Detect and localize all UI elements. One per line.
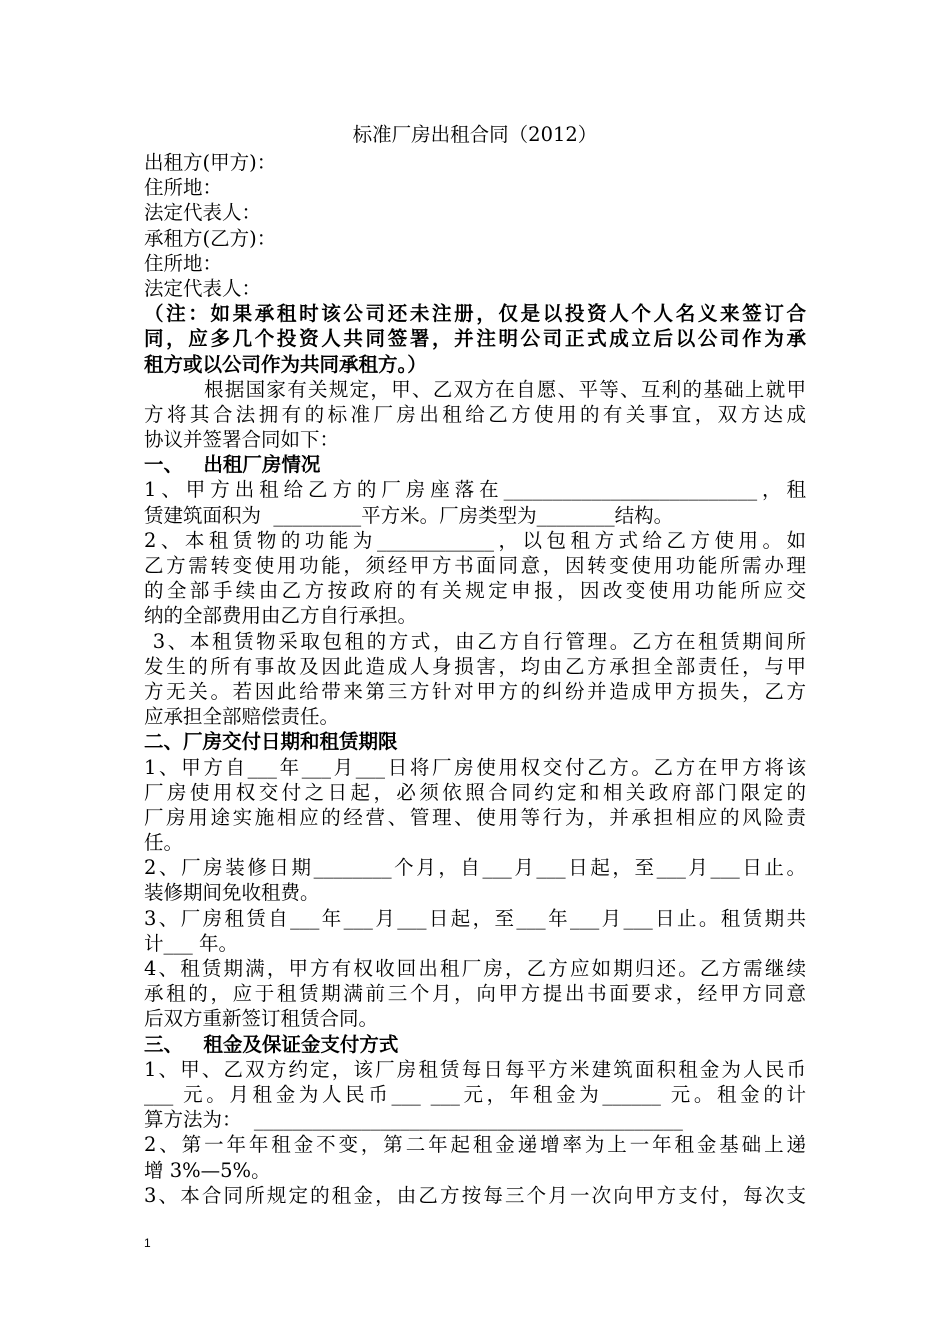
body-text-line: 增 3%—5%。 [144, 1158, 271, 1182]
body-text-line: 出租方(甲方)： [144, 151, 277, 174]
section-heading-line: 二、厂房交付日期和租赁期限 [144, 730, 398, 754]
body-text-line: 1、甲方出租给乙方的厂房座落在__________________________，租 [144, 478, 806, 502]
body-text-line: 住所地： [144, 176, 223, 200]
section-heading-line: （注：如果承租时该公司还未注册，仅是以投资人个人名义来签订合 [144, 302, 806, 326]
body-text-line: 1、甲、乙双方约定，该厂房租赁每日每平方米建筑面积租金为人民币 [144, 1057, 806, 1081]
body-text-line: 2、第一年年租金不变，第二年起租金递增率为上一年租金基础上递 [144, 1133, 806, 1157]
body-text-line: 法定代表人： [144, 201, 262, 225]
body-text-line: 应承担全部赔偿责任。 [144, 705, 340, 729]
body-text-line: 1、甲方自___年___月___日将厂房使用权交付乙方。乙方在甲方将该 [144, 755, 806, 779]
body-text-line: 根据国家有关规定，甲、乙双方在自愿、平等、互利的基础上就甲 [144, 377, 806, 401]
contract-body [144, 150, 806, 1208]
body-text-line: 厂房用途实施相应的经营、管理、使用等行为，并承担相应的风险责 [144, 805, 806, 829]
body-text-line: 乙方需转变使用功能，须经甲方书面同意，因转变使用功能所需办理 [144, 554, 806, 577]
body-text-line: 住所地： [144, 251, 223, 275]
body-text-line: ___ 元。月租金为人民币___ ___元，年租金为______ 元。租金的计 [144, 1082, 806, 1106]
body-text-line: 4、租赁期满，甲方有权收回出租厂房，乙方应如期归还。乙方需继续 [144, 957, 806, 980]
body-text-line: 发生的所有事故及因此造成人身损害，均由乙方承担全部责任，与甲 [144, 654, 806, 678]
body-text-line: 法定代表人： [144, 276, 262, 300]
body-text-line: 3、厂房租赁自___年___月___日起，至___年___月___日止。租赁期共 [144, 906, 806, 930]
body-text-line: 2、厂房装修日期________个月，自___月___日起，至___月___日止。 [144, 856, 806, 880]
body-text-line: 计___ 年。 [144, 931, 238, 955]
section-heading-line: 一、 出租厂房情况 [144, 453, 321, 477]
document-title: 标准厂房出租合同（2012） [352, 123, 598, 146]
body-text-line: 协议并签署合同如下： [144, 428, 340, 452]
body-text-line: 后双方重新签订租赁合同。 [144, 1007, 379, 1031]
body-text-line: 方将其合法拥有的标准厂房出租给乙方使用的有关事宜，双方达成 [144, 402, 806, 426]
body-text-line: 2、本租赁物的功能为____________，以包租方式给乙方使用。如 [144, 528, 806, 552]
body-text-line: 承租方(乙方)： [144, 226, 277, 250]
section-heading-line: 租方或以公司作为共同承租方。） [144, 352, 427, 376]
contract-page [144, 120, 806, 1208]
body-text-line: 方无关。若因此给带来第三方针对甲方的纠纷并造成甲方损失，乙方 [144, 679, 806, 703]
section-heading-line: 同，应多几个投资人共同签署，并注明公司正式成立后以公司作为承 [144, 327, 806, 351]
section-heading-line: 三、 租金及保证金支付方式 [144, 1032, 399, 1056]
body-text-line: 承租的，应于租赁期满前三个月，向甲方提出书面要求，经甲方同意 [144, 982, 806, 1006]
body-text-line: 3、本租赁物采取包租的方式，由乙方自行管理。乙方在租赁期间所 [144, 629, 806, 653]
body-text-line: 的全部手续由乙方按政府的有关规定申报，因改变使用功能所应交 [144, 579, 806, 603]
body-text-line: 厂房使用权交付之日起，必须依照合同约定和相关政府部门限定的 [144, 780, 806, 804]
body-text-line: 任。 [144, 831, 184, 855]
body-text-line: 赁建筑面积为 _________平方米。厂房类型为________结构。 [144, 503, 674, 527]
body-text-line: 3、本合同所规定的租金，由乙方按每三个月一次向甲方支付，每次支 [144, 1183, 806, 1207]
page-number: 1 [144, 1236, 151, 1250]
body-text-line: 算方法为： ____________________________________________ [144, 1108, 683, 1132]
body-text-line: 装修期间免收租费。 [144, 881, 320, 905]
body-text-line: 纳的全部费用由乙方自行承担。 [144, 604, 418, 628]
